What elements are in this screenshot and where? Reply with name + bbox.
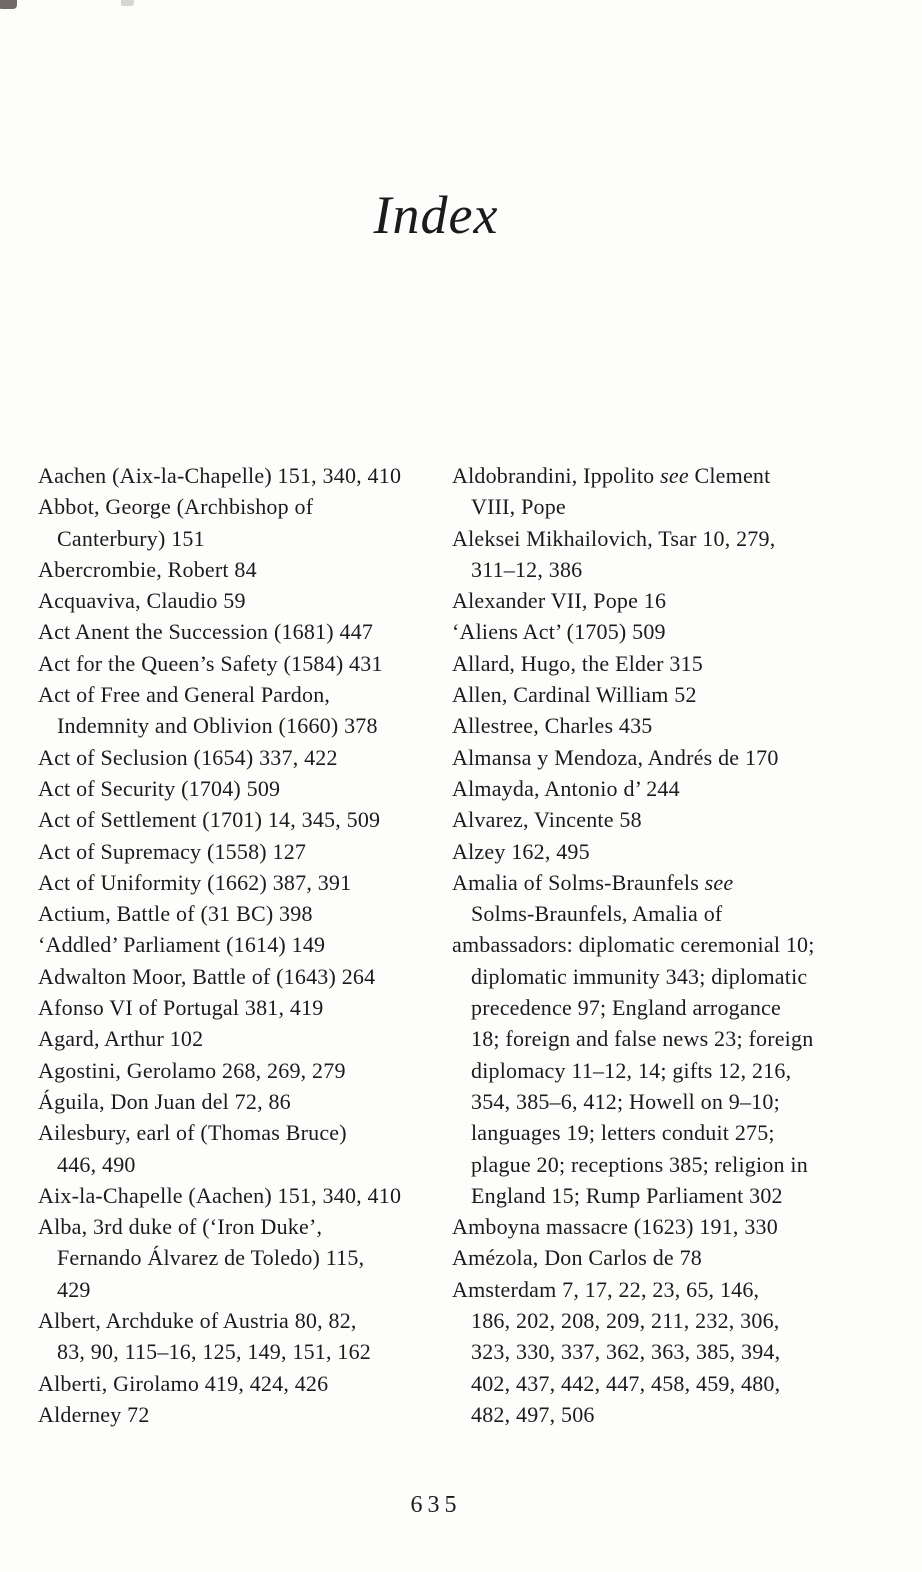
entry-continuation-line: VIII, Pope xyxy=(471,494,566,520)
index-entry xyxy=(452,616,892,647)
entry-first-line: Act Anent the Succession (1681) 447 xyxy=(38,619,374,645)
index-entry xyxy=(38,992,439,1023)
entry-first-line: Aix-la-Chapelle (Aachen) 151, 340, 410 xyxy=(38,1182,402,1208)
index-entry xyxy=(38,491,439,554)
index-entry xyxy=(38,554,439,585)
entry-continuation-line: Solms-Braunfels, Amalia of xyxy=(471,901,723,927)
index-entry xyxy=(38,1399,439,1430)
page-title: Index xyxy=(373,185,499,245)
index-entry xyxy=(452,1274,892,1430)
index-entry xyxy=(38,1211,439,1305)
index-entry xyxy=(38,585,439,616)
entry-first-line: Allard, Hugo, the Elder 315 xyxy=(452,650,704,676)
index-entry xyxy=(38,1180,439,1211)
entry-continuation-line: plague 20; receptions 385; religion in xyxy=(471,1151,808,1177)
index-entry xyxy=(38,742,439,773)
index-entry xyxy=(38,1086,439,1117)
index-entry xyxy=(452,523,892,586)
index-entry xyxy=(38,460,439,491)
index-entry xyxy=(452,867,892,930)
entry-first-line: Amsterdam 7, 17, 22, 23, 65, 146, xyxy=(452,1276,760,1302)
entry-first-line: Alexander VII, Pope 16 xyxy=(452,588,667,614)
entry-first-line: Act of Uniformity (1662) 387, 391 xyxy=(38,869,352,895)
entry-first-line: Act of Supremacy (1558) 127 xyxy=(38,838,307,864)
entry-continuation-line: 83, 90, 115–16, 125, 149, 151, 162 xyxy=(57,1339,371,1365)
index-entry xyxy=(452,742,892,773)
index-entry xyxy=(452,710,892,741)
index-entry xyxy=(38,1117,439,1180)
entry-first-line: Agard, Arthur 102 xyxy=(38,1026,204,1052)
index-entry xyxy=(38,867,439,898)
entry-first-line: Alba, 3rd duke of (‘Iron Duke’, xyxy=(38,1214,323,1240)
entry-continuation-line: diplomatic immunity 343; diplomatic xyxy=(471,963,808,989)
index-entry xyxy=(38,804,439,835)
index-column-left xyxy=(38,460,439,1430)
entry-first-line: Act of Seclusion (1654) 337, 422 xyxy=(38,744,338,770)
entry-first-line: Alderney 72 xyxy=(38,1401,150,1427)
entry-continuation-line: 18; foreign and false news 23; foreign xyxy=(471,1026,814,1052)
entry-first-line: Act for the Queen’s Safety (1584) 431 xyxy=(38,650,383,676)
entry-continuation-line: Indemnity and Oblivion (1660) 378 xyxy=(57,713,378,739)
entry-first-line: Ailesbury, earl of (Thomas Bruce) xyxy=(38,1120,347,1146)
entry-first-line: Águila, Don Juan del 72, 86 xyxy=(38,1088,291,1114)
entry-first-line: Allen, Cardinal William 52 xyxy=(452,682,697,708)
index-entry xyxy=(452,773,892,804)
index-entry xyxy=(452,1242,892,1273)
entry-first-line: Act of Settlement (1701) 14, 345, 509 xyxy=(38,807,381,833)
entry-first-line: Act of Free and General Pardon, xyxy=(38,682,331,708)
index-entry xyxy=(452,585,892,616)
entry-continuation-line: precedence 97; England arrogance xyxy=(471,995,781,1021)
index-entry xyxy=(38,961,439,992)
entry-first-line: Aachen (Aix-la-Chapelle) 151, 340, 410 xyxy=(38,463,402,488)
entry-first-line: Allestree, Charles 435 xyxy=(452,713,653,739)
index-entry xyxy=(38,1055,439,1086)
index-entry xyxy=(38,1023,439,1054)
index-entry xyxy=(452,1211,892,1242)
entry-first-line: Adwalton Moor, Battle of (1643) 264 xyxy=(38,963,376,989)
entry-first-line: Alvarez, Vincente 58 xyxy=(452,807,642,833)
entry-continuation-line: 186, 202, 208, 209, 211, 232, 306, xyxy=(471,1308,780,1334)
entry-continuation-line: England 15; Rump Parliament 302 xyxy=(471,1182,783,1208)
index-entry xyxy=(38,929,439,960)
entry-continuation-line: 482, 497, 506 xyxy=(471,1401,595,1427)
index-column-right xyxy=(452,460,892,1430)
entry-first-line: Almansa y Mendoza, Andrés de 170 xyxy=(452,744,779,770)
entry-first-line: Amézola, Don Carlos de 78 xyxy=(452,1245,702,1271)
index-entry xyxy=(38,1305,439,1368)
scan-artifact xyxy=(0,0,17,9)
entry-continuation-line: 311–12, 386 xyxy=(471,556,583,582)
entry-continuation-line: diplomacy 11–12, 14; gifts 12, 216, xyxy=(471,1057,792,1083)
entry-first-line: Albert, Archduke of Austria 80, 82, xyxy=(38,1308,357,1334)
entry-first-line: Aldobrandini, Ippolito see Clement xyxy=(452,463,771,488)
entry-first-line: Amalia of Solms-Braunfels see xyxy=(452,869,734,895)
index-entry xyxy=(452,648,892,679)
entry-continuation-line: 323, 330, 337, 362, 363, 385, 394, xyxy=(471,1339,781,1365)
entry-continuation-line: 429 xyxy=(57,1276,91,1302)
entry-first-line: Abbot, George (Archbishop of xyxy=(38,494,314,520)
index-entry xyxy=(452,804,892,835)
entry-first-line: Actium, Battle of (31 BC) 398 xyxy=(38,901,313,927)
entry-continuation-line: 354, 385–6, 412; Howell on 9–10; xyxy=(471,1088,780,1114)
entry-first-line: Alberti, Girolamo 419, 424, 426 xyxy=(38,1370,329,1396)
page-number: 635 xyxy=(410,1492,462,1518)
entry-first-line: Amboyna massacre (1623) 191, 330 xyxy=(452,1214,778,1240)
index-entry xyxy=(452,679,892,710)
index-entry xyxy=(38,898,439,929)
entry-continuation-line: Canterbury) 151 xyxy=(57,525,205,551)
entry-first-line: Act of Security (1704) 509 xyxy=(38,775,281,801)
entry-first-line: ‘Addled’ Parliament (1614) 149 xyxy=(38,932,326,958)
entry-continuation-line: 446, 490 xyxy=(57,1151,136,1177)
index-entry xyxy=(38,616,439,647)
scan-artifact xyxy=(121,0,134,6)
entry-first-line: Abercrombie, Robert 84 xyxy=(38,556,257,582)
entry-continuation-line: 402, 437, 442, 447, 458, 459, 480, xyxy=(471,1370,781,1396)
index-columns xyxy=(38,460,892,1430)
entry-first-line: ambassadors: diplomatic ceremonial 10; xyxy=(452,932,815,958)
index-entry xyxy=(38,679,439,742)
index-entry xyxy=(452,836,892,867)
index-entry xyxy=(38,1368,439,1399)
entry-first-line: ‘Aliens Act’ (1705) 509 xyxy=(452,619,666,645)
entry-continuation-line: Fernando Álvarez de Toledo) 115, xyxy=(57,1245,365,1271)
index-entry xyxy=(38,648,439,679)
entry-first-line: Acquaviva, Claudio 59 xyxy=(38,588,246,614)
entry-first-line: Aleksei Mikhailovich, Tsar 10, 279, xyxy=(452,525,776,551)
index-entry xyxy=(452,460,892,523)
entry-first-line: Afonso VI of Portugal 381, 419 xyxy=(38,995,324,1021)
entry-continuation-line: languages 19; letters conduit 275; xyxy=(471,1120,775,1146)
entry-first-line: Agostini, Gerolamo 268, 269, 279 xyxy=(38,1057,346,1083)
index-entry xyxy=(38,836,439,867)
index-entry xyxy=(452,929,892,1211)
entry-first-line: Almayda, Antonio d’ 244 xyxy=(452,775,680,801)
index-entry xyxy=(38,773,439,804)
entry-first-line: Alzey 162, 495 xyxy=(452,838,590,864)
